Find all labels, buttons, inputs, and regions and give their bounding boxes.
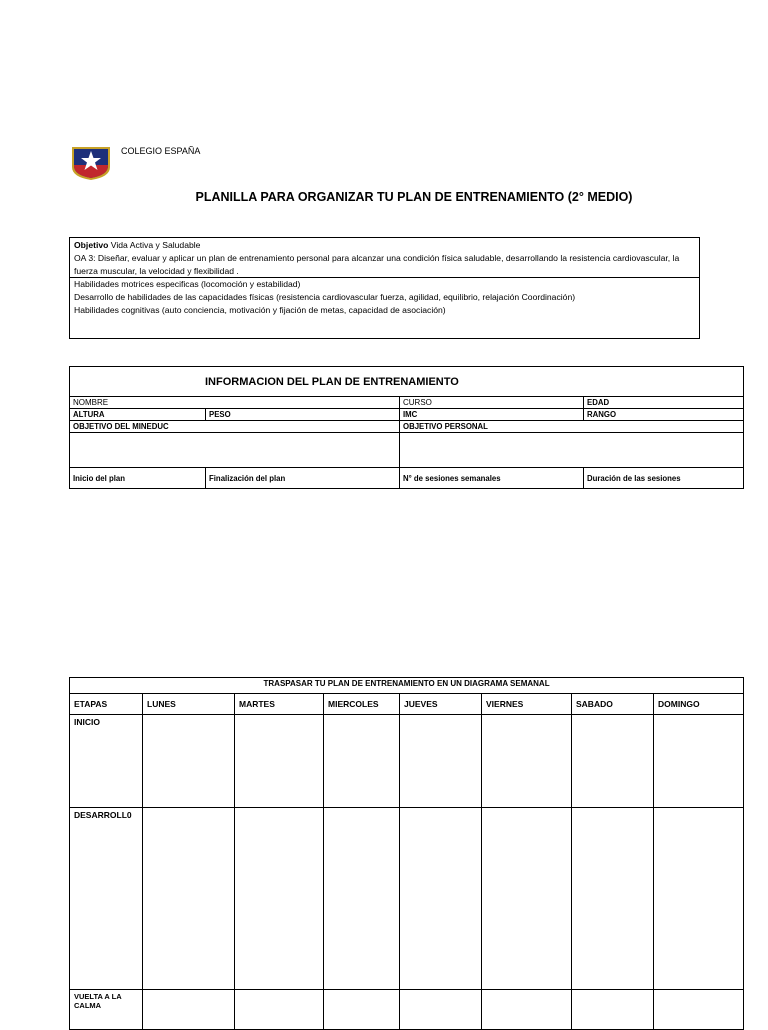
imc-cell[interactable]: IMC bbox=[400, 409, 584, 421]
day-header-viernes: VIERNES bbox=[482, 694, 572, 715]
objetivo-personal-field[interactable] bbox=[400, 433, 744, 468]
objective-box bbox=[69, 237, 700, 339]
schedule-cell[interactable] bbox=[324, 808, 400, 990]
curso-cell[interactable]: CURSO bbox=[400, 397, 584, 409]
schedule-cell[interactable] bbox=[482, 808, 572, 990]
school-crest-icon bbox=[70, 145, 112, 181]
fin-cell[interactable]: Finalización del plan bbox=[206, 468, 400, 489]
stage-vuelta-calma: VUELTA A LA CALMA bbox=[70, 990, 143, 1030]
schedule-cell[interactable] bbox=[143, 715, 235, 808]
objective-label: Objetivo bbox=[74, 240, 109, 250]
schedule-cell[interactable] bbox=[143, 808, 235, 990]
schedule-cell[interactable] bbox=[572, 715, 654, 808]
day-header-martes: MARTES bbox=[235, 694, 324, 715]
peso-cell[interactable]: PESO bbox=[206, 409, 400, 421]
info-table-title: INFORMACION DEL PLAN DE ENTRENAMIENTO bbox=[70, 367, 744, 397]
stage-desarrollo: DESARROLL0 bbox=[70, 808, 143, 990]
weekly-table-title: TRASPASAR TU PLAN DE ENTRENAMIENTO EN UN DIAGRAMA SEMANAL bbox=[70, 678, 744, 694]
table-row bbox=[70, 808, 744, 990]
rango-cell[interactable]: RANGO bbox=[584, 409, 744, 421]
skill-line: Desarrollo de habilidades de las capacidades físicas (resistencia cardiovascular fuerza, agilidad, equilibrio, relajación Coordinación) bbox=[74, 292, 576, 302]
schedule-cell[interactable] bbox=[572, 808, 654, 990]
objective-section bbox=[70, 238, 699, 278]
schedule-cell[interactable] bbox=[400, 715, 482, 808]
schedule-cell[interactable] bbox=[324, 715, 400, 808]
skill-line: Habilidades motrices especificas (locomoción y estabilidad) bbox=[74, 279, 301, 289]
day-header-lunes: LUNES bbox=[143, 694, 235, 715]
schedule-cell[interactable] bbox=[482, 715, 572, 808]
objetivo-mineduc-field[interactable] bbox=[70, 433, 400, 468]
objetivo-mineduc-label: OBJETIVO DEL MINEDUC bbox=[70, 421, 400, 433]
school-name: COLEGIO ESPAÑA bbox=[121, 146, 201, 156]
skill-line: Habilidades cognitivas (auto conciencia, motivación y fijación de metas, capacidad de asociación) bbox=[74, 305, 446, 315]
day-header-domingo: DOMINGO bbox=[654, 694, 744, 715]
inicio-cell[interactable]: Inicio del plan bbox=[70, 468, 206, 489]
day-header-miercoles: MIERCOLES bbox=[324, 694, 400, 715]
document-title: PLANILLA PARA ORGANIZAR TU PLAN DE ENTRENAMIENTO (2° MEDIO) bbox=[195, 190, 633, 204]
edad-cell[interactable]: EDAD bbox=[584, 397, 744, 409]
schedule-cell[interactable] bbox=[235, 715, 324, 808]
schedule-cell[interactable] bbox=[654, 715, 744, 808]
stage-inicio: INICIO bbox=[70, 715, 143, 808]
day-header-sabado: SABADO bbox=[572, 694, 654, 715]
altura-cell[interactable]: ALTURA bbox=[70, 409, 206, 421]
plan-info-table bbox=[69, 366, 744, 489]
objetivo-personal-label: OBJETIVO PERSONAL bbox=[400, 421, 744, 433]
schedule-cell[interactable] bbox=[400, 808, 482, 990]
duracion-cell[interactable]: Duración de las sesiones bbox=[584, 468, 744, 489]
etapas-header: ETAPAS bbox=[70, 694, 143, 715]
schedule-cell[interactable] bbox=[235, 808, 324, 990]
nombre-cell[interactable]: NOMBRE bbox=[70, 397, 400, 409]
objective-value: Vida Activa y Saludable bbox=[108, 240, 201, 250]
day-header-jueves: JUEVES bbox=[400, 694, 482, 715]
oa-line: OA 3: Diseñar, evaluar y aplicar un plan de entrenamiento personal para alcanzar una condición física saludable, desarrollando la resistencia cardiovascular, la fuerza muscular, la velocidad y flexibilidad . bbox=[74, 253, 680, 276]
weekly-plan-table bbox=[69, 677, 744, 1030]
schedule-cell[interactable] bbox=[654, 808, 744, 990]
sesiones-cell[interactable]: N° de sesiones semanales bbox=[400, 468, 584, 489]
table-row bbox=[70, 715, 744, 808]
skills-section bbox=[70, 278, 699, 317]
